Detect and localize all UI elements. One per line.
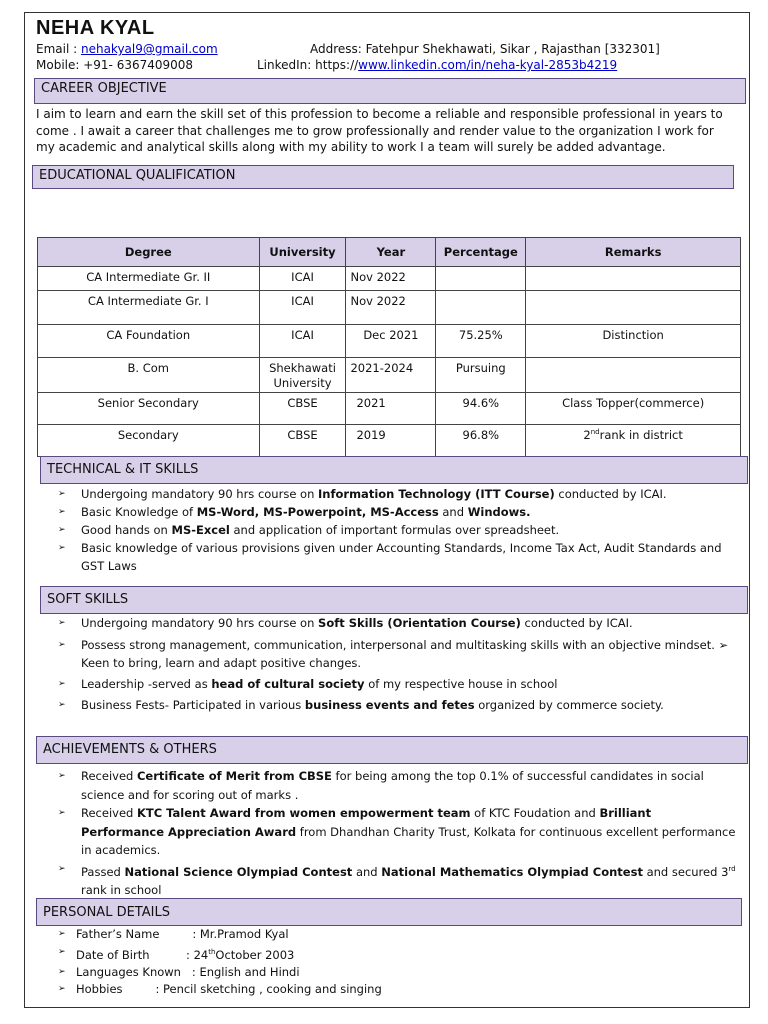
languages-row: ➢ Languages Known : English and Hindi (58, 964, 382, 982)
list-item: ➢ Leadership -served as head of cultural society of my respective house in school (58, 675, 738, 694)
hobbies-row: ➢ Hobbies : Pencil sketching , cooking and singing (58, 981, 382, 999)
list-item: ➢ Business Fests- Participated in various business events and fetes organized by commerce society. (58, 696, 738, 715)
rank-cell: 2ndrank in district (526, 425, 741, 457)
list-item: ➢ Passed National Science Olympiad Contest and National Mathematics Olympiad Contest and secured 3rd rank in school (58, 860, 738, 900)
objective-paragraph: I aim to learn and earn the skill set of this profession to become a reliable and responsible professional in years to come . I await a career that challenges me to grow professionally and render value to the organization I work for my academic and analytical skills along with my ability to work I a team will surely be added advantage. (36, 107, 723, 154)
table-row: CA Foundation ICAI Dec 2021 75.25% Distinction (38, 325, 741, 358)
arrow-bullet-icon: ➢ (58, 966, 66, 977)
table-row: B. Com Shekhawati University 2021-2024 Pursuing (38, 358, 741, 393)
header-percentage: Percentage (436, 238, 526, 267)
arrow-bullet-icon: ➢ (58, 808, 66, 818)
personal-details-list (58, 926, 382, 999)
father-name-row: ➢ Father’s Name : Mr.Pramod Kyal (58, 926, 382, 944)
table-row: Senior Secondary CBSE 2021 94.6% Class Topper(commerce) (38, 393, 741, 425)
list-item: ➢ Undergoing mandatory 90 hrs course on Information Technology (ITT Course) conducted by ICAI. (58, 487, 667, 501)
arrow-bullet-icon: ➢ (58, 771, 66, 781)
header-year: Year (346, 238, 436, 267)
address-line: Address: Fatehpur Shekhawati, Sikar , Rajasthan [332301] (310, 42, 660, 56)
technical-skills-list (58, 485, 738, 575)
achievements-list (58, 767, 738, 899)
email-line: Email : nehakyal9@gmail.com (36, 42, 218, 56)
section-career-objective: CAREER OBJECTIVE (34, 78, 746, 104)
table-row: CA Intermediate Gr. II ICAI Nov 2022 (38, 267, 741, 291)
list-item: ➢ Possess strong management, communication, interpersonal and multitasking skills with an objective mindset. ➢ Keen to bring, learn and adapt positive changes. (58, 637, 729, 670)
section-soft-skills: SOFT SKILLS (40, 586, 748, 614)
dob-row: ➢ Date of Birth : 24thOctober 2003 (58, 944, 382, 964)
arrow-bullet-icon: ➢ (58, 863, 66, 874)
linkedin-link[interactable]: www.linkedin.com/in/neha-kyal-2853b4219 (358, 58, 618, 72)
arrow-bullet-icon: ➢ (58, 525, 66, 535)
table-row: CA Intermediate Gr. I ICAI Nov 2022 (38, 291, 741, 325)
arrow-bullet-icon: ➢ (58, 639, 66, 650)
arrow-bullet-icon: ➢ (58, 489, 66, 499)
arrow-bullet-icon: ➢ (58, 984, 66, 995)
mobile-line: Mobile: +91- 6367409008 (36, 58, 194, 72)
section-personal-details: PERSONAL DETAILS (36, 898, 742, 926)
arrow-bullet-icon: ➢ (58, 543, 66, 553)
section-educational-qualification: EDUCATIONAL QUALIFICATION (32, 165, 734, 189)
section-technical-skills: TECHNICAL & IT SKILLS (40, 456, 748, 484)
arrow-bullet-icon: ➢ (58, 700, 66, 710)
arrow-bullet-icon: ➢ (58, 507, 66, 517)
list-item: ➢ Basic knowledge of various provisions given under Accounting Standards, Income Tax Act, Audit Standards and GST Laws (58, 541, 722, 573)
arrow-bullet-icon: ➢ (58, 618, 66, 628)
arrow-bullet-icon: ➢ (58, 678, 66, 689)
table-row: Secondary CBSE 2019 96.8% 2ndrank in district (38, 425, 741, 457)
list-item: ➢ Received KTC Talent Award from women empowerment team of KTC Foudation and Brilliant Performance Appreciation Award from Dhandhan Charity Trust, Kolkata for continuous excellent performance in academics. (58, 806, 736, 857)
header-remarks: Remarks (526, 238, 741, 267)
list-item: ➢ Undergoing mandatory 90 hrs course on Soft Skills (Orientation Course) conducted by ICAI. (58, 614, 738, 633)
linkedin-line: LinkedIn: https://www.linkedin.com/in/neha-kyal-2853b4219 (257, 58, 618, 72)
list-item: ➢ Basic Knowledge of MS-Word, MS-Powerpoint, MS-Access and Windows. (58, 505, 531, 519)
table-header-row (38, 238, 741, 267)
header-degree: Degree (38, 238, 260, 267)
soft-skills-list (58, 614, 738, 715)
arrow-bullet-icon: ➢ (58, 946, 66, 957)
section-achievements: ACHIEVEMENTS & OTHERS (36, 736, 748, 764)
arrow-bullet-icon: ➢ (58, 929, 66, 939)
email-link[interactable]: nehakyal9@gmail.com (80, 42, 218, 56)
header-university: University (259, 238, 346, 267)
list-item: ➢ Good hands on MS-Excel and application of important formulas over spreadsheet. (58, 523, 560, 537)
candidate-name: NEHA KYAL (36, 17, 155, 39)
education-table (37, 237, 741, 457)
list-item: ➢ Received Certificate of Merit from CBSE for being among the top 0.1% of successful candidates in social science and for scoring out of marks . (58, 769, 704, 802)
